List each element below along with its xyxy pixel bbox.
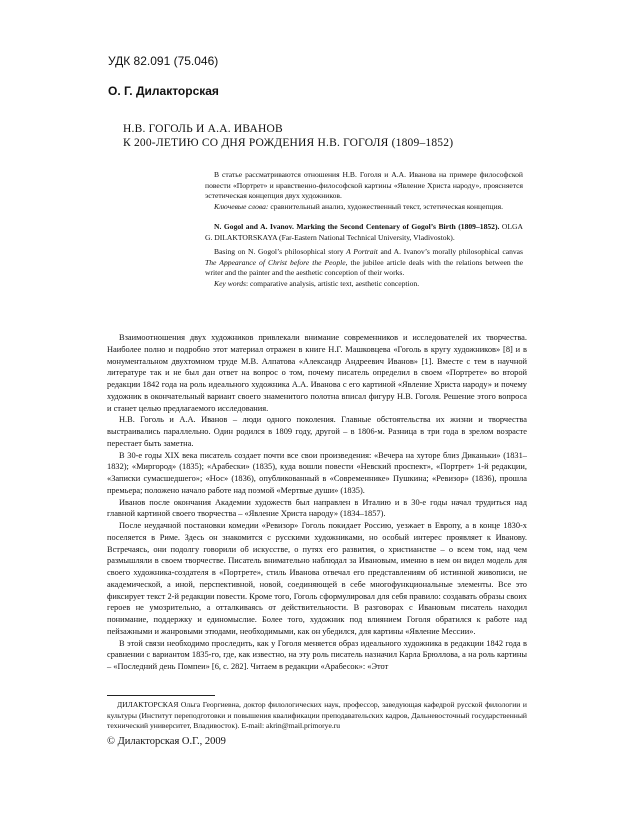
keywords-values: сравнительный анализ, художественный текст, эстетическая концепция. (268, 201, 504, 211)
abstract-en-title: N. Gogol and A. Ivanov. Marking the Second Centenary of Gogol’s Birth (1809–1852). (214, 222, 500, 231)
title-main: Н.В. ГОГОЛЬ И А.А. ИВАНОВ (123, 123, 283, 135)
article-title (123, 122, 453, 150)
abstract-ru-text: В статье рассматриваются отношения Н.В. Гоголя и А.А. Иванова на примере философской повести «Портрет» и нравственно-философской картины «Явление Христа народу», проясняется эстетическая концепция двух художников. (205, 170, 523, 200)
copyright-notice: © Дилакторская О.Г., 2009 (107, 736, 226, 747)
body-paragraph: В 30-е годы XIX века писатель создает почти все свои произведения: «Вечера на хуторе близ Диканьки» (1831–1832); «Миргород» (1835); «Арабески» (1835), куда вошли повести «Невский проспект», «Портрет» 1-й редакции, «Записки сумасшедшего»; «Нос» (1836), опубликованный в «Современнике» Пушкина; «Ревизор» (1836), прошла премьера; положено начало работе над поэмой «Мертвые души» (1835). (107, 450, 527, 495)
abstract-en-text (205, 247, 523, 279)
author-name: О. Г. Дилакторская (108, 84, 219, 98)
body-paragraph: В этой связи необходимо проследить, как у Гоголя меняется образ идеального художника в редакции 1842 года в сравнении с вариантом 1835-го, где, как известно, на эту роль писатель назначил Карла Брюллова, а на роль картины – «Последний день Помпеи» [6, с. 282]. Читаем в редакции «Арабесок»: «Этот (107, 638, 527, 671)
title-subtitle: К 200-ЛЕТИЮ СО ДНЯ РОЖДЕНИЯ Н.В. ГОГОЛЯ (1809–1852) (123, 137, 454, 149)
udc-code: УДК 82.091 (75.046) (108, 54, 219, 68)
author-footnote (107, 700, 527, 732)
body-paragraph: Иванов после окончания Академии художеств был направлен в Италию и в 30-е годы начал трудиться над главной картиной своего творчества – «Явление Христа народу» (1834–1857). (107, 497, 527, 519)
abstract-en-work-canvas: The Appearance of Christ before the People (205, 257, 346, 267)
abstract-english (205, 222, 523, 289)
footnote-text: ДИЛАКТОРСКАЯ Ольга Георгиевна, доктор филологических наук, профессор, заведующая кафедрой русской филологии и культуры (Институт переподготовки и повышения квалификации преподавательских кадров, Дальневосточный государственный технический университет, Владивосток). E-mail: akrin@mail.primorye.ru (107, 700, 527, 731)
abstract-en-text-pre: Basing on N. Gogol’s philosophical story (214, 247, 347, 256)
key-words-values: : comparative analysis, artistic text, aesthetic conception. (246, 278, 420, 288)
abstract-en-text-mid: and A. Ivanov’s morally philosophical canvas (377, 247, 523, 256)
abstract-en-text-post: , the jubilee article deals with the relations between the writer and the painter and the aesthetic conception of their works. (205, 257, 523, 277)
body-paragraph: Н.В. Гоголь и А.А. Иванов – люди одного поколения. Главные обстоятельства их жизни и творчества выстраивались параллельно. Один родился в 1809 году, другой – в 1806-м. Разница в три года в зрелом возрасте перестает быть заметна. (107, 415, 527, 448)
footnote-divider (107, 695, 215, 696)
abstract-en-header (205, 222, 523, 243)
body-paragraph: Взаимоотношения двух художников привлекали внимание современников и исследователей их творчества. Наиболее полно и подробно этот материал отражен в книге Н.Г. Машковцева «Гоголь в кругу художников» [8] и в монументальном двухтомном труде М.В. Алпатова «Александр Андреевич Иванов» [1]. Вместе с тем в научной литературе так и не был дан ответ на вопрос о том, почему писатель определил в своем «Портрете» во второй редакции 1842 года на роль идеального художника А.А. Иванова с его картиной «Явление Христа народу» и почему художник в окончательный вариант своего знаменитого полотна вписал фигуру Н.В. Гоголя. Решение этого вопроса и станет целью предлагаемого исследования. (107, 333, 527, 413)
abstract-russian (205, 170, 523, 212)
abstract-ru-keywords (205, 202, 523, 213)
keywords-label: Ключевые слова: (214, 201, 269, 211)
abstract-en-affiliation: OLGA G. DILAKTORSKAYA (Far-Eastern National Technical University, Vladivostok). (205, 222, 523, 242)
abstract-en-keywords (205, 279, 523, 290)
body-paragraph: После неудачной постановки комедии «Ревизор» Гоголь покидает Россию, уезжает в Европу, а в конце 1830-х поселяется в Риме. Здесь он знакомится с русскими художниками, но особый интерес проявляет к Иванову. Встречаясь, они подолгу говорили об искусстве, о путях его развития, о христианстве – о всем том, над чем размышляли в своем творчестве. Писатель внимательно наблюдал за Ивановым, именно в нем он видел модель для своего художника-создателя в «Портрете», стиль Иванова отвечал его представлениям об истинной живописи, не академической, а иной, перспективной, новой, соединяющей в себе многофункциональные элементы. Все это фиксирует текст 2-й редакции повести. Кроме того, Гоголь сформулировал для себя правило: создавать образы своих героев не умозрительно, а отталкиваясь от действительности. В разговорах с Ивановым писатель находил понимание, поддержку и единомыслие. Более того, художник под влиянием Гоголя обратился к работе над пейзажными и жанровыми этюдами, необходимыми, как он убедился, для картины «Явление Мессии». (107, 521, 527, 636)
key-words-label: Key words (214, 278, 246, 288)
article-body (107, 332, 527, 673)
abstract-en-work-story: A Portrait (346, 247, 378, 256)
